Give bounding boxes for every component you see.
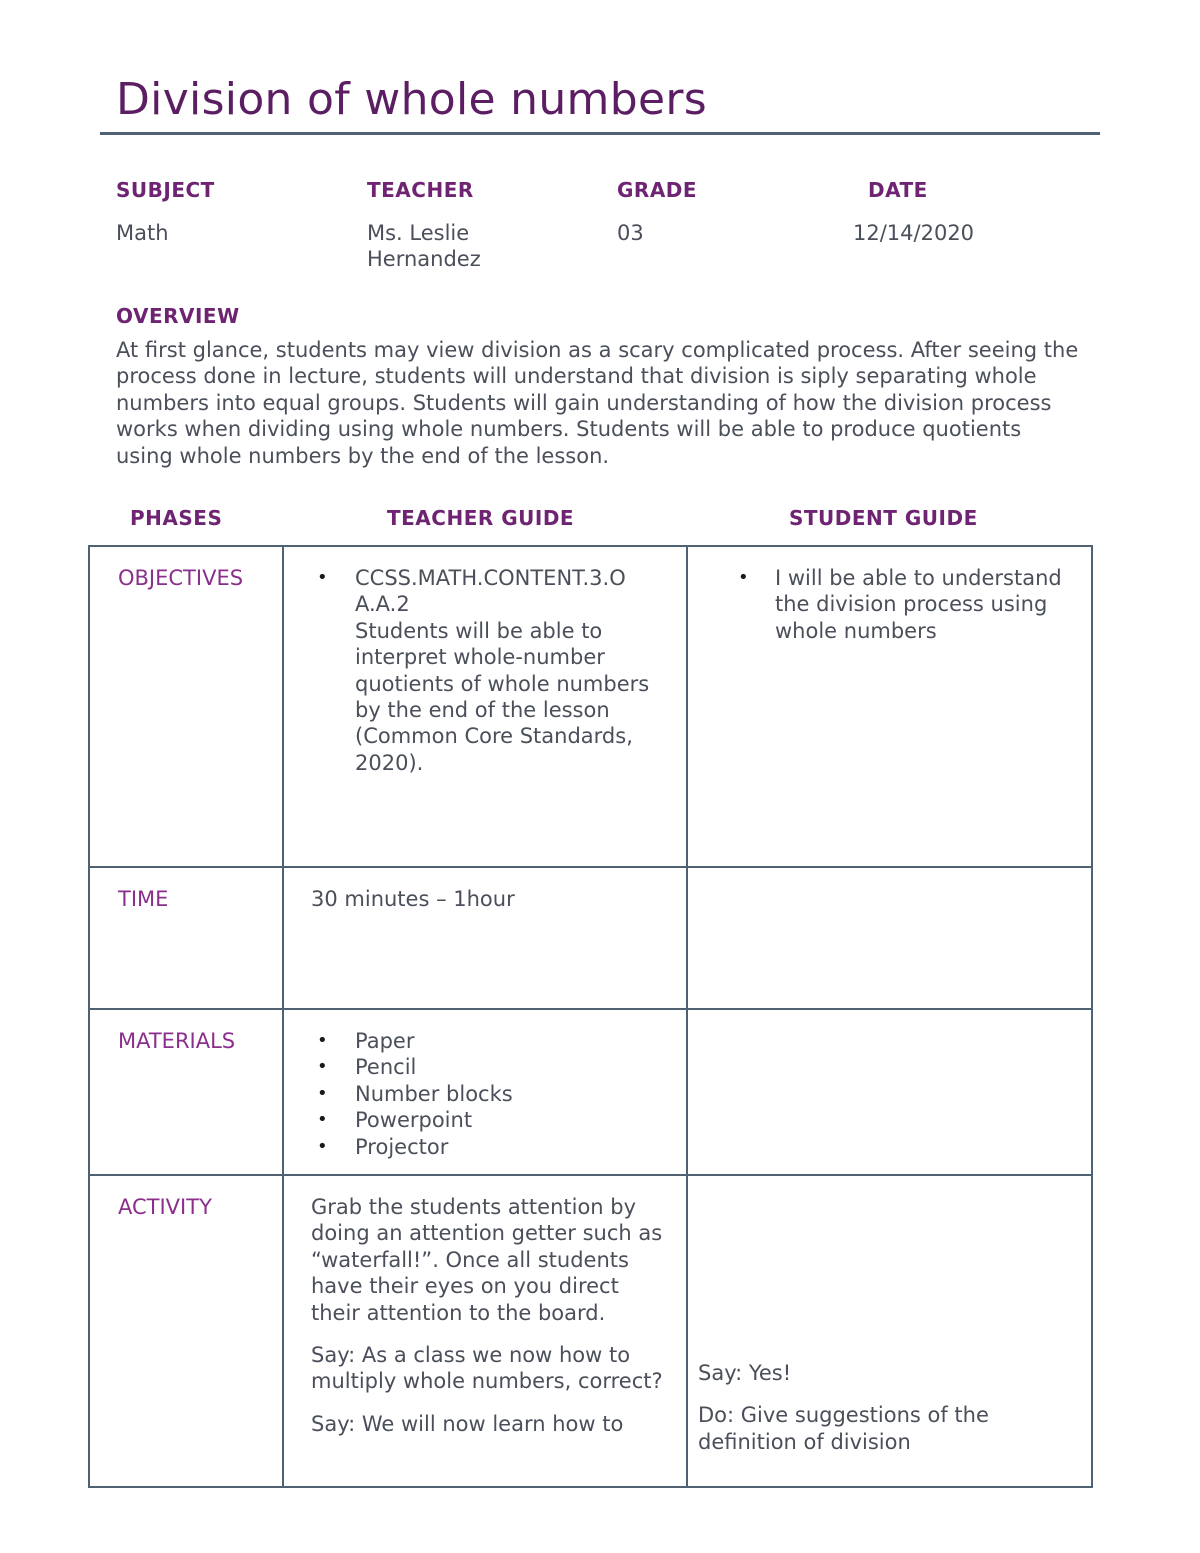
title-divider xyxy=(100,132,1100,135)
bullet-icon: • xyxy=(317,567,328,588)
teacher-value xyxy=(367,220,481,272)
list-item xyxy=(688,565,1077,644)
list-item xyxy=(284,1134,672,1160)
activity-teacher-paragraph-2: Say: As a class we now how to multiply whole numbers, correct? xyxy=(311,1343,663,1394)
teacher-label: TEACHER xyxy=(367,178,474,202)
teacher-cell-activity xyxy=(283,1175,687,1487)
bullet-icon: • xyxy=(738,567,749,588)
material-item: Projector xyxy=(355,1134,449,1159)
list-item xyxy=(284,1081,672,1107)
material-item: Pencil xyxy=(355,1055,417,1080)
materials-list xyxy=(284,1028,672,1160)
objective-description: Students will be able to interpret whole-number quotients of whole numbers by the end of the lesson (Common Core Standards, 2020). xyxy=(355,618,650,775)
bullet-icon: • xyxy=(317,1082,328,1104)
bullet-icon: • xyxy=(317,1056,328,1078)
date-label: DATE xyxy=(868,178,928,202)
subject-value: Math xyxy=(116,221,169,245)
teacher-activity-content xyxy=(311,1194,672,1474)
column-header-student-guide: STUDENT GUIDE xyxy=(789,506,978,530)
material-item: Paper xyxy=(355,1029,415,1053)
table-row-time xyxy=(89,867,1092,1009)
bullet-icon: • xyxy=(317,1109,328,1131)
table-row-objectives xyxy=(89,546,1092,867)
column-header-phases: PHASES xyxy=(130,506,223,530)
grade-label: GRADE xyxy=(617,178,698,202)
student-cell-activity xyxy=(687,1175,1092,1487)
standard-code-line1: CCSS.MATH.CONTENT.3.O xyxy=(355,566,626,590)
list-item xyxy=(284,1107,672,1133)
student-objective: I will be able to understand the division process using whole numbers xyxy=(775,566,1062,643)
standard-code-line2: A.A.2 xyxy=(355,592,410,617)
phase-cell-activity: ACTIVITY xyxy=(89,1175,283,1487)
bullet-icon: • xyxy=(317,1030,328,1051)
table-row-activity xyxy=(89,1175,1092,1487)
table-row-materials xyxy=(89,1009,1092,1175)
overview-heading: OVERVIEW xyxy=(116,304,240,328)
teacher-value-line1: Ms. Leslie xyxy=(367,221,470,245)
teacher-cell-time: 30 minutes – 1hour xyxy=(283,867,687,1009)
teacher-cell-materials xyxy=(283,1009,687,1175)
student-cell-objectives xyxy=(687,546,1092,867)
student-cell-time xyxy=(687,867,1092,1009)
activity-student-paragraph-1: Say: Yes! xyxy=(698,1361,792,1385)
list-item xyxy=(284,565,672,776)
lesson-plan-table xyxy=(88,545,1093,1488)
date-value: 12/14/2020 xyxy=(853,221,975,245)
material-item: Powerpoint xyxy=(355,1108,473,1133)
activity-student-paragraph-2: Do: Give suggestions of the definition of division xyxy=(698,1403,989,1454)
overview-text: At first glance, students may view division as a scary complicated process. After seeing the process done in lecture, students will understand that division is siply separating whole numbers into equal groups. Students will gain understanding of how the division process works when dividing using whole numbers. Students will be able to produce quotients using whole numbers by the end of the lesson. xyxy=(116,338,1079,468)
list-item xyxy=(284,1028,672,1054)
activity-teacher-paragraph-3: Say: We will now learn how to xyxy=(311,1411,624,1436)
list-item xyxy=(284,1054,672,1080)
phase-cell-materials: MATERIALS xyxy=(89,1009,283,1175)
student-activity-spacer xyxy=(698,1194,1077,1360)
column-header-teacher-guide: TEACHER GUIDE xyxy=(387,506,575,530)
page-title: Division of whole numbers xyxy=(116,74,707,125)
objectives-teacher-list xyxy=(284,565,672,776)
grade-value: 03 xyxy=(617,221,644,245)
subject-label: SUBJECT xyxy=(116,178,215,202)
phase-cell-time: TIME xyxy=(89,867,283,1009)
teacher-value-line2: Hernandez xyxy=(367,247,481,271)
phase-cell-objectives: OBJECTIVES xyxy=(89,546,283,867)
objectives-student-list xyxy=(688,565,1077,644)
activity-teacher-paragraph-1: Grab the students attention by doing an attention getter such as “waterfall!”. Once all students have their eyes on you direct their attention to the board. xyxy=(311,1195,663,1325)
material-item: Number blocks xyxy=(355,1081,513,1106)
teacher-cell-objectives xyxy=(283,546,687,867)
bullet-icon: • xyxy=(317,1135,328,1157)
student-cell-materials xyxy=(687,1009,1092,1175)
